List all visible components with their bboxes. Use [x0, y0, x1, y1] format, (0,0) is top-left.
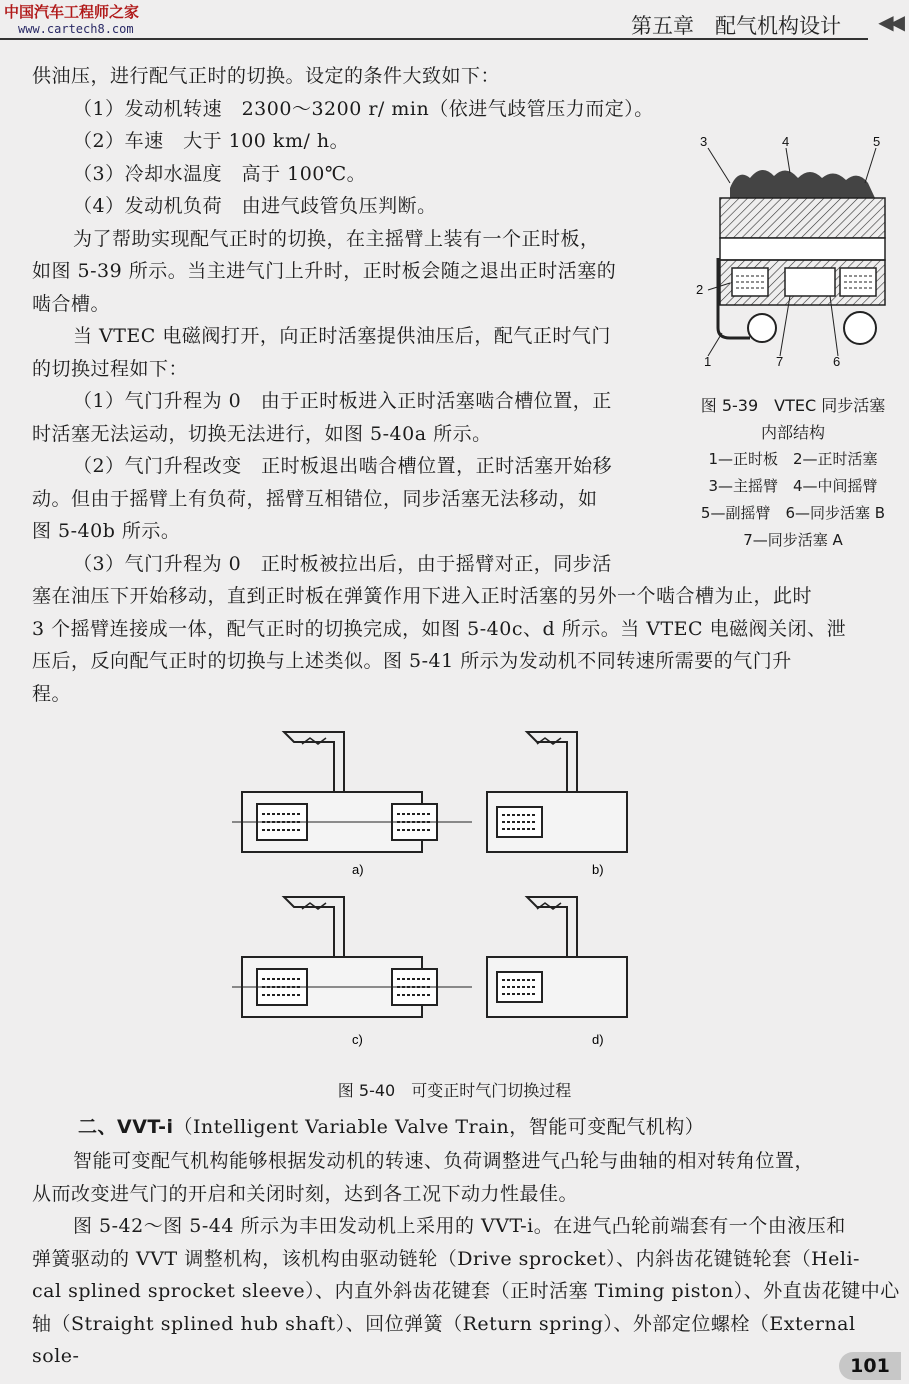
para-line: 如图 5-39 所示。当主进气门上升时，正时板会随之退出正时活塞的 [32, 260, 617, 282]
para-line: cal splined sprocket sleeve）、内直外斜齿花键套（正时活塞 Timing piston）、外直齿花键中心 [32, 1280, 900, 1302]
figure-5-39-diagram [690, 128, 900, 378]
para-line: （2）气门升程改变 正时板退出啮合槽位置，正时活塞开始移 [73, 455, 613, 477]
figure-5-40-diagram [232, 722, 632, 1062]
site-name: 中国汽车工程师之家 [4, 3, 140, 21]
para-line: 从而改变进气门的开启和关闭时刻，达到各工况下动力性最佳。 [32, 1182, 579, 1205]
legend-line: 3—主摇臂 4—中间摇臂 [708, 477, 878, 495]
panel-label: c) [352, 1032, 363, 1047]
para-line: （1）气门升程为 0 由于正时板进入正时活塞啮合槽位置，正 [73, 390, 612, 412]
para-line: 3 个摇臂连接成一体，配气正时的切换完成，如图 5-40c、d 所示。当 VTEC 电磁阀关闭、泄 [32, 617, 847, 640]
para-line: 压后，反向配气正时的切换与上述类似。图 5-41 所示为发动机不同转速所需要的气门升 [32, 650, 792, 672]
panel-label: b) [592, 862, 604, 877]
para-line: 图 5-42～图 5-44 所示为丰田发动机上采用的 VVT-i。在进气凸轮前端套有一个由液压和 [73, 1215, 846, 1237]
site-watermark [4, 4, 139, 38]
para-line: 智能可变配气机构能够根据发动机的转速、负荷调整进气凸轮与曲轴的相对转角位置， [73, 1150, 815, 1172]
figure-title: 图 5-39 VTEC 同步活塞 [700, 396, 886, 415]
section-heading [78, 1112, 704, 1139]
para-line: （3）冷却水温度 高于 100℃。 [73, 162, 367, 185]
figure-title-line2: 内部结构 [760, 423, 825, 442]
header-arrows-icon: ◀◀ [878, 10, 901, 34]
panel-label: d) [592, 1032, 604, 1047]
legend-line: 1—正时板 2—正时活塞 [708, 450, 878, 468]
panel-label: a) [352, 862, 364, 877]
figure-5-40-caption: 图 5-40 可变正时气门切换过程 [337, 1081, 572, 1100]
callout-label: 3 [700, 134, 708, 149]
callout-label: 5 [873, 134, 881, 149]
para-line: 为了帮助实现配气正时的切换，在主摇臂上装有一个正时板， [73, 227, 600, 250]
callout-label: 7 [776, 354, 784, 369]
para-line: （2）车速 大于 100 km/ h。 [73, 130, 350, 152]
sync-piston-a [785, 268, 835, 296]
roller-left [748, 314, 776, 342]
panel-d [487, 897, 627, 1047]
body-text-bottom [32, 1145, 902, 1373]
callout-label: 6 [833, 354, 841, 369]
legend-line: 7—同步活塞 A [743, 531, 843, 549]
panel-b [487, 732, 627, 877]
rocker-arms-body [720, 198, 885, 238]
panel-c [232, 897, 472, 1047]
para-line: 的切换过程如下： [32, 357, 189, 380]
callout-label: 4 [782, 134, 790, 149]
figure-5-39-caption [678, 392, 908, 554]
rocker-top-shape [730, 170, 875, 198]
para-line: 动。但由于摇臂上有负荷，摇臂互相错位，同步活塞无法移动，如 [32, 487, 598, 510]
roller-right [844, 312, 876, 344]
para-line: （4）发动机负荷 由进气歧管负压判断。 [73, 195, 437, 217]
header-rule [0, 38, 868, 40]
section-number: 二、VVT-i [78, 1116, 174, 1138]
para-line: 程。 [32, 682, 72, 705]
site-url: www.cartech8.com [18, 22, 134, 36]
para-line: 轴（Straight splined hub shaft）、回位弹簧（Return spring）、外部定位螺栓（External sole- [32, 1312, 856, 1367]
para-line: 当 VTEC 电磁阀打开，向正时活塞提供油压后，配气正时气门 [73, 325, 611, 347]
para-line: （1）发动机转速 2300～3200 r/ min（依进气歧管压力而定）。 [73, 97, 654, 120]
legend-line: 5—副摇臂 6—同步活塞 B [700, 504, 886, 522]
callout-label: 1 [704, 354, 712, 369]
para-line: 供油压，进行配气正时的切换。设定的条件大致如下： [32, 65, 501, 87]
page-number: 101 [839, 1352, 901, 1380]
para-line: 塞在油压下开始移动，直到正时板在弹簧作用下进入正时活塞的另外一个啮合槽为止，此时 [32, 585, 813, 607]
panel-a [232, 732, 472, 877]
para-line: 弹簧驱动的 VVT 调整机构，该机构由驱动链轮（Drive sprocket）、内斜齿花键链轮套（Heli- [32, 1247, 860, 1270]
body-text-top [32, 60, 682, 580]
chapter-title: 第五章 配气机构设计 [631, 14, 841, 38]
para-line: 时活塞无法运动，切换无法进行，如图 5-40a 所示。 [32, 422, 492, 445]
body-text-full [32, 580, 902, 710]
para-line: 啮合槽。 [32, 292, 111, 315]
para-line: （3）气门升程为 0 正时板被拉出后，由于摇臂对正，同步活 [73, 552, 612, 575]
callout-label: 2 [696, 282, 704, 297]
piston-bore [720, 238, 885, 260]
section-title-rest: （Intelligent Variable Valve Train，智能可变配气机构） [173, 1116, 705, 1138]
para-line: 图 5-40b 所示。 [32, 520, 181, 542]
